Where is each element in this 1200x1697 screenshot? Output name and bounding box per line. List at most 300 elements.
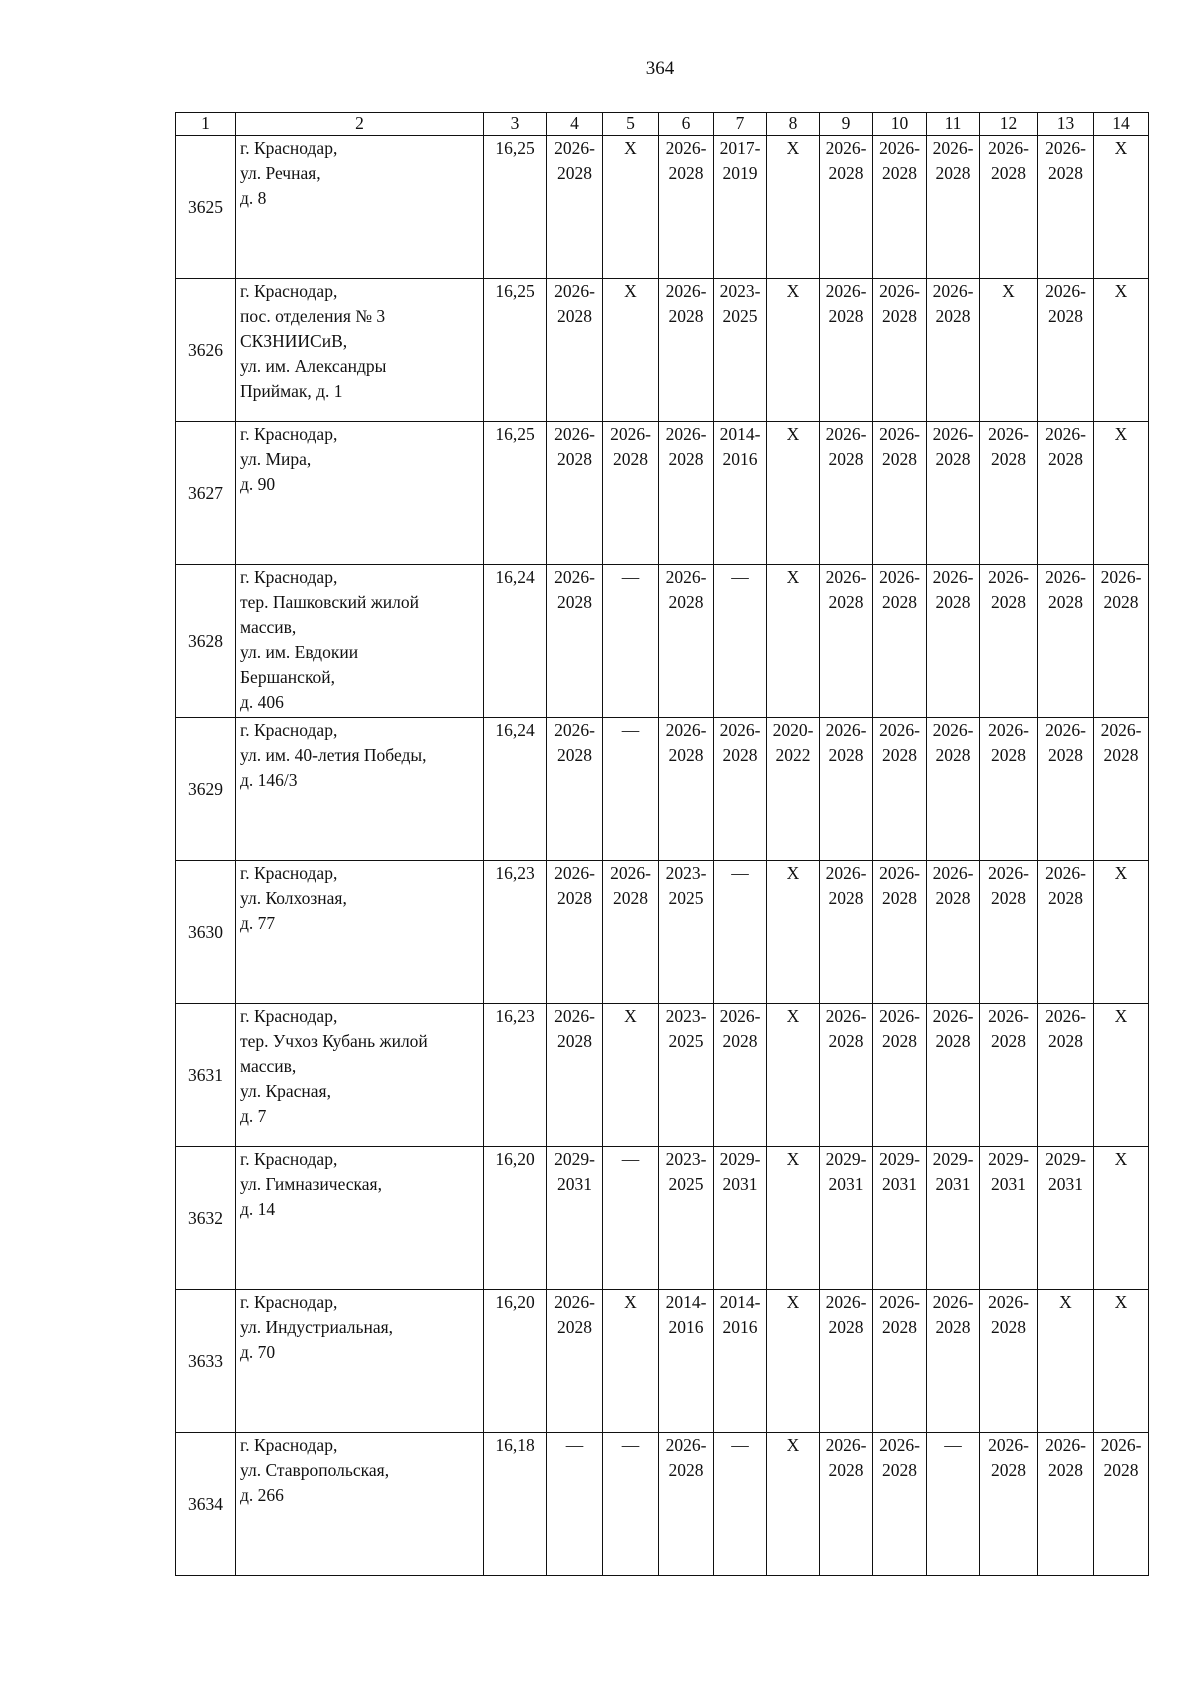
period-cell-col-6	[659, 279, 714, 422]
period-cell-col-9	[820, 422, 873, 565]
period-line: 2016	[668, 1317, 704, 1337]
period-line: 2028	[935, 745, 971, 765]
period-cell-col-8	[767, 565, 820, 718]
period-line: 2028	[991, 163, 1026, 183]
period-line: X	[786, 1006, 800, 1026]
period-cell-col-11	[927, 1147, 980, 1290]
period-line: 2029-	[1045, 1149, 1086, 1169]
period-cell-col-7	[714, 422, 767, 565]
period-cell-col-6	[659, 1433, 714, 1576]
period-line: X	[1002, 281, 1015, 301]
address-cell	[236, 1147, 484, 1290]
address-line: г. Краснодар,	[240, 567, 338, 587]
table-body	[176, 136, 1149, 1576]
period-line: 2028	[828, 888, 864, 908]
table-row	[176, 136, 1149, 279]
period-line: 2028	[935, 1031, 971, 1051]
address-line: г. Краснодар,	[240, 138, 338, 158]
period-line: 2026-	[988, 863, 1029, 883]
period-line: 2028	[1048, 163, 1083, 183]
period-cell-col-13	[1038, 718, 1094, 861]
period-cell-col-5	[603, 565, 659, 718]
period-line: 2026-	[554, 720, 595, 740]
period-line: 2028	[1048, 745, 1083, 765]
period-line: 2028	[935, 592, 971, 612]
address-line: пос. отделения № 3	[240, 306, 386, 326]
period-line: —	[731, 1435, 749, 1455]
period-line: 2014-	[719, 1292, 761, 1312]
period-line: 2028	[991, 1317, 1026, 1337]
period-cell-col-13	[1038, 1433, 1094, 1576]
period-line: 2026-	[610, 424, 651, 444]
period-line: 2028	[668, 449, 704, 469]
address-cell	[236, 861, 484, 1004]
period-line: 2028	[722, 745, 758, 765]
period-line: 2031	[722, 1174, 758, 1194]
column-header-1: 1	[176, 113, 236, 136]
period-line: 2028	[828, 1031, 864, 1051]
area-value: 16,23	[484, 1004, 547, 1147]
period-cell-col-12	[980, 279, 1038, 422]
period-line: X	[1114, 424, 1128, 444]
address-line: д. 14	[240, 1199, 276, 1219]
period-line: X	[1059, 1292, 1072, 1312]
period-line: 2026-	[1100, 567, 1142, 587]
period-line: 2023-	[719, 281, 761, 301]
period-line: 2028	[668, 592, 704, 612]
period-line: 2026-	[554, 863, 595, 883]
address-line: тер. Учхоз Кубань жилой	[240, 1031, 428, 1051]
period-line: 2026-	[665, 138, 707, 158]
column-header-9: 9	[820, 113, 873, 136]
period-cell-col-13	[1038, 1004, 1094, 1147]
period-line: 2026-	[988, 567, 1029, 587]
period-line: 2026-	[1045, 1435, 1086, 1455]
period-line: 2026-	[665, 720, 707, 740]
address-cell	[236, 279, 484, 422]
period-line: 2028	[882, 306, 917, 326]
period-line: 2028	[1103, 592, 1139, 612]
period-line: 2025	[722, 306, 758, 326]
period-line: 2026-	[554, 281, 595, 301]
period-cell-col-5	[603, 1290, 659, 1433]
row-number: 3628	[176, 565, 236, 718]
period-line: 2031	[991, 1174, 1026, 1194]
column-header-12: 12	[980, 113, 1038, 136]
address-line: д. 77	[240, 913, 276, 933]
period-cell-col-14	[1094, 422, 1149, 565]
period-cell-col-9	[820, 1147, 873, 1290]
table-row	[176, 861, 1149, 1004]
period-line: 2026-	[879, 863, 920, 883]
period-cell-col-14	[1094, 136, 1149, 279]
area-value: 16,20	[484, 1290, 547, 1433]
period-line: 2022	[775, 745, 811, 765]
period-cell-col-7	[714, 279, 767, 422]
period-cell-col-12	[980, 1433, 1038, 1576]
period-line: 2028	[882, 449, 917, 469]
period-line: 2028	[991, 888, 1026, 908]
period-line: 2026-	[1045, 720, 1086, 740]
period-line: 2028	[991, 449, 1026, 469]
period-line: 2026-	[988, 1435, 1029, 1455]
period-line: 2026-	[932, 424, 974, 444]
header-row	[176, 113, 1149, 136]
period-cell-col-12	[980, 1004, 1038, 1147]
period-cell-col-4	[547, 565, 603, 718]
address-line: ул. им. Александры	[240, 356, 387, 376]
period-line: 2020-	[772, 720, 814, 740]
period-line: 2026-	[1045, 281, 1086, 301]
table-row	[176, 422, 1149, 565]
period-line: 2026-	[879, 1292, 920, 1312]
period-line: 2028	[882, 1460, 917, 1480]
period-line: 2028	[828, 1460, 864, 1480]
address-line: д. 146/3	[240, 770, 298, 790]
period-line: 2026-	[1045, 424, 1086, 444]
period-line: —	[621, 1435, 640, 1455]
period-line: 2025	[668, 1174, 704, 1194]
period-line: 2026-	[932, 1292, 974, 1312]
period-line: 2028	[828, 449, 864, 469]
period-line: 2025	[668, 888, 704, 908]
period-line: 2026-	[879, 424, 920, 444]
period-cell-col-11	[927, 1290, 980, 1433]
period-cell-col-9	[820, 565, 873, 718]
period-cell-col-12	[980, 718, 1038, 861]
address-line: г. Краснодар,	[240, 720, 338, 740]
period-cell-col-8	[767, 718, 820, 861]
period-cell-col-11	[927, 1433, 980, 1576]
period-line: X	[786, 567, 800, 587]
address-cell	[236, 718, 484, 861]
period-line: 2028	[557, 745, 592, 765]
period-line: 2028	[1048, 449, 1083, 469]
period-cell-col-8	[767, 1147, 820, 1290]
period-line: 2026-	[665, 567, 707, 587]
period-cell-col-11	[927, 422, 980, 565]
table-row	[176, 1290, 1149, 1433]
period-line: —	[621, 567, 640, 587]
address-line: ул. Красная,	[240, 1081, 331, 1101]
period-line: 2026-	[879, 567, 920, 587]
period-cell-col-14	[1094, 565, 1149, 718]
period-line: 2026-	[554, 1292, 595, 1312]
period-line: 2017-	[719, 138, 761, 158]
address-line: г. Краснодар,	[240, 1149, 338, 1169]
period-cell-col-10	[873, 861, 927, 1004]
period-line: 2028	[935, 1317, 971, 1337]
period-line: 2026-	[825, 281, 867, 301]
period-line: 2026-	[1100, 1435, 1142, 1455]
registry-table	[175, 112, 1149, 1576]
period-line: 2028	[882, 745, 917, 765]
address-line: г. Краснодар,	[240, 863, 338, 883]
period-line: 2026-	[879, 720, 920, 740]
period-line: 2026-	[825, 1435, 867, 1455]
period-line: 2028	[1103, 1460, 1139, 1480]
period-cell-col-5	[603, 279, 659, 422]
period-line: 2026-	[665, 1435, 707, 1455]
period-cell-col-6	[659, 136, 714, 279]
period-cell-col-6	[659, 565, 714, 718]
period-cell-col-7	[714, 718, 767, 861]
period-line: 2028	[613, 449, 648, 469]
period-cell-col-14	[1094, 1433, 1149, 1576]
address-line: д. 266	[240, 1485, 284, 1505]
period-line: 2023-	[665, 1006, 707, 1026]
period-line: 2028	[882, 888, 917, 908]
period-line: X	[1114, 281, 1128, 301]
period-cell-col-5	[603, 136, 659, 279]
period-cell-col-8	[767, 1004, 820, 1147]
period-line: 2028	[828, 306, 864, 326]
period-line: 2014-	[665, 1292, 707, 1312]
period-line: 2026-	[825, 863, 867, 883]
period-line: 2031	[557, 1174, 592, 1194]
period-line: X	[786, 138, 800, 158]
row-number: 3625	[176, 136, 236, 279]
table-row	[176, 1433, 1149, 1576]
period-line: 2028	[991, 745, 1026, 765]
period-line: X	[1114, 1149, 1128, 1169]
period-line: 2026-	[1100, 720, 1142, 740]
period-line: 2026-	[554, 138, 595, 158]
period-cell-col-14	[1094, 1290, 1149, 1433]
column-header-13: 13	[1038, 113, 1094, 136]
period-line: 2026-	[988, 720, 1029, 740]
period-line: X	[786, 863, 800, 883]
address-cell	[236, 1004, 484, 1147]
address-line: массив,	[240, 617, 297, 637]
period-line: 2028	[1048, 1460, 1083, 1480]
period-cell-col-4	[547, 136, 603, 279]
period-cell-col-6	[659, 1290, 714, 1433]
period-line: 2026-	[879, 281, 920, 301]
period-cell-col-13	[1038, 279, 1094, 422]
row-number: 3626	[176, 279, 236, 422]
period-line: X	[624, 1292, 637, 1312]
column-header-2: 2	[236, 113, 484, 136]
period-line: 2028	[882, 1031, 917, 1051]
period-line: 2026-	[1045, 138, 1086, 158]
address-line: ул. Индустриальная,	[240, 1317, 394, 1337]
period-line: 2028	[557, 163, 592, 183]
period-line: 2028	[557, 1031, 592, 1051]
period-cell-col-13	[1038, 1290, 1094, 1433]
period-line: —	[565, 1435, 584, 1455]
period-cell-col-11	[927, 565, 980, 718]
period-line: 2014-	[719, 424, 761, 444]
period-line: 2028	[991, 592, 1026, 612]
period-line: X	[786, 424, 800, 444]
period-line: X	[786, 281, 800, 301]
table-row	[176, 1147, 1149, 1290]
period-cell-col-9	[820, 861, 873, 1004]
period-cell-col-12	[980, 136, 1038, 279]
period-line: —	[621, 1149, 640, 1169]
period-line: 2029-	[554, 1149, 595, 1169]
period-line: 2026-	[554, 567, 595, 587]
period-cell-col-12	[980, 1147, 1038, 1290]
period-cell-col-4	[547, 422, 603, 565]
period-line: 2026-	[554, 1006, 595, 1026]
period-line: 2028	[991, 1031, 1026, 1051]
period-line: 2026-	[825, 567, 867, 587]
period-line: 2028	[935, 163, 971, 183]
period-cell-col-11	[927, 1004, 980, 1147]
table-row	[176, 565, 1149, 718]
period-line: 2026-	[879, 1006, 920, 1026]
period-cell-col-5	[603, 422, 659, 565]
address-line: ул. Колхозная,	[240, 888, 347, 908]
period-line: X	[786, 1435, 800, 1455]
address-cell	[236, 1290, 484, 1433]
period-line: 2028	[613, 888, 648, 908]
period-cell-col-7	[714, 861, 767, 1004]
period-line: 2028	[935, 449, 971, 469]
period-line: 2019	[722, 163, 758, 183]
period-cell-col-7	[714, 1433, 767, 1576]
period-line: 2028	[882, 163, 917, 183]
period-line: 2028	[935, 888, 971, 908]
period-line: 2028	[1048, 1031, 1083, 1051]
period-cell-col-10	[873, 279, 927, 422]
column-header-7: 7	[714, 113, 767, 136]
period-cell-col-12	[980, 861, 1038, 1004]
period-cell-col-5	[603, 1004, 659, 1147]
address-line: д. 90	[240, 474, 276, 494]
row-number: 3631	[176, 1004, 236, 1147]
column-header-6: 6	[659, 113, 714, 136]
period-line: 2026-	[610, 863, 651, 883]
area-value: 16,18	[484, 1433, 547, 1576]
period-line: 2025	[668, 1031, 704, 1051]
period-line: X	[786, 1292, 800, 1312]
period-line: X	[1114, 863, 1128, 883]
period-line: 2029-	[932, 1149, 974, 1169]
period-line: 2026-	[1045, 1006, 1086, 1026]
period-cell-col-4	[547, 861, 603, 1004]
address-line: СКЗНИИСиВ,	[240, 331, 348, 351]
period-cell-col-4	[547, 1433, 603, 1576]
area-value: 16,23	[484, 861, 547, 1004]
period-line: 2026-	[879, 138, 920, 158]
row-number: 3630	[176, 861, 236, 1004]
period-cell-col-6	[659, 422, 714, 565]
period-cell-col-12	[980, 1290, 1038, 1433]
address-line: г. Краснодар,	[240, 1435, 338, 1455]
period-line: 2026-	[988, 1292, 1029, 1312]
period-cell-col-4	[547, 1290, 603, 1433]
address-line: д. 70	[240, 1342, 276, 1362]
period-cell-col-11	[927, 136, 980, 279]
period-cell-col-5	[603, 1433, 659, 1576]
period-cell-col-4	[547, 279, 603, 422]
period-line: X	[624, 281, 637, 301]
period-line: 2016	[722, 449, 758, 469]
period-cell-col-10	[873, 136, 927, 279]
period-cell-col-8	[767, 861, 820, 1004]
table-row	[176, 718, 1149, 861]
address-line: г. Краснодар,	[240, 281, 338, 301]
period-line: X	[1114, 1006, 1128, 1026]
address-line: ул. Речная,	[240, 163, 321, 183]
period-line: —	[731, 863, 749, 883]
period-cell-col-10	[873, 1004, 927, 1147]
period-line: 2026-	[932, 863, 974, 883]
row-number: 3629	[176, 718, 236, 861]
period-line: —	[944, 1435, 962, 1455]
period-cell-col-4	[547, 718, 603, 861]
period-cell-col-13	[1038, 136, 1094, 279]
period-cell-col-4	[547, 1147, 603, 1290]
period-line: 2026-	[932, 567, 974, 587]
period-cell-col-13	[1038, 1147, 1094, 1290]
column-header-11: 11	[927, 113, 980, 136]
column-header-4: 4	[547, 113, 603, 136]
period-cell-col-14	[1094, 1147, 1149, 1290]
period-cell-col-9	[820, 1290, 873, 1433]
period-line: 2028	[722, 1031, 758, 1051]
address-line: д. 8	[240, 188, 267, 208]
period-cell-col-9	[820, 718, 873, 861]
period-line: 2026-	[825, 1292, 867, 1312]
period-cell-col-11	[927, 861, 980, 1004]
address-line: ул. им. Евдокии	[240, 642, 359, 662]
table-row	[176, 1004, 1149, 1147]
period-line: 2029-	[988, 1149, 1029, 1169]
period-line: 2028	[668, 1460, 704, 1480]
period-cell-col-7	[714, 1290, 767, 1433]
column-header-3: 3	[484, 113, 547, 136]
address-cell	[236, 136, 484, 279]
period-line: 2026-	[665, 424, 707, 444]
address-cell	[236, 1433, 484, 1576]
address-line: ул. Мира,	[240, 449, 312, 469]
period-cell-col-8	[767, 136, 820, 279]
period-line: 2028	[828, 1317, 864, 1337]
area-value: 16,25	[484, 422, 547, 565]
period-line: 2028	[828, 163, 864, 183]
period-line: 2028	[828, 592, 864, 612]
address-line: д. 7	[240, 1106, 267, 1126]
period-cell-col-10	[873, 718, 927, 861]
address-line: г. Краснодар,	[240, 1006, 338, 1026]
period-line: 2026-	[665, 281, 707, 301]
period-cell-col-5	[603, 718, 659, 861]
period-cell-col-6	[659, 1004, 714, 1147]
period-cell-col-11	[927, 279, 980, 422]
period-line: 2026-	[825, 424, 867, 444]
column-header-14: 14	[1094, 113, 1149, 136]
period-cell-col-7	[714, 1147, 767, 1290]
period-line: 2028	[557, 592, 592, 612]
period-line: X	[1114, 1292, 1128, 1312]
period-line: 2026-	[932, 138, 974, 158]
period-cell-col-9	[820, 1433, 873, 1576]
period-cell-col-8	[767, 279, 820, 422]
page-number: 364	[645, 58, 675, 79]
period-line: 2016	[722, 1317, 758, 1337]
period-line: 2026-	[988, 1006, 1029, 1026]
period-line: 2029-	[825, 1149, 867, 1169]
period-cell-col-12	[980, 422, 1038, 565]
period-cell-col-8	[767, 1290, 820, 1433]
period-line: 2029-	[879, 1149, 920, 1169]
period-cell-col-7	[714, 136, 767, 279]
period-cell-col-4	[547, 1004, 603, 1147]
